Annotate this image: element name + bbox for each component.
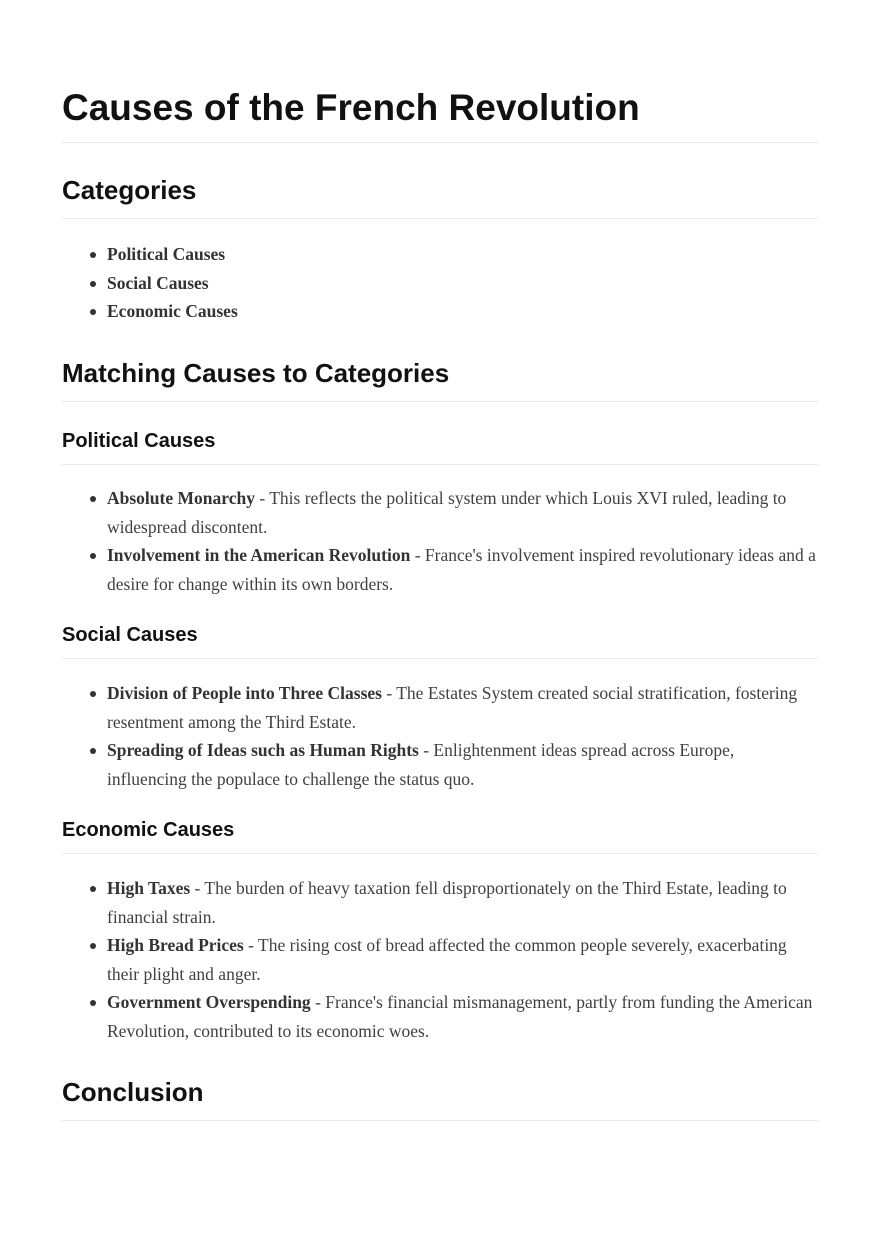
cause-term: High Bread Prices: [107, 935, 244, 956]
category-label: Political Causes: [107, 244, 226, 264]
cause-term: High Taxes: [107, 878, 191, 898]
categories-list: [62, 240, 818, 326]
list-item: [107, 240, 818, 269]
cause-desc: - The burden of heavy taxation fell disproportionately on the Third Estate, leading to financial strain.: [107, 878, 787, 927]
matching-heading: Matching Causes to Categories: [62, 358, 450, 388]
conclusion-heading: Conclusion: [62, 1077, 204, 1107]
list-item: [107, 541, 818, 598]
cause-desc: - This reflects the political system under which Louis XVI ruled, leading to widespread discontent.: [107, 488, 787, 537]
page-title: Causes of the French Revolution: [62, 87, 640, 128]
cause-desc: - France's financial mismanagement, partly from funding the American Revolution, contributed to its economic woes.: [107, 992, 813, 1041]
political-list: [62, 484, 818, 598]
category-label: Social Causes: [107, 272, 209, 293]
cause-desc: - France's involvement inspired revolutionary ideas and a desire for change within its own borders.: [107, 545, 816, 594]
social-list: [62, 679, 818, 793]
list-item: [107, 269, 818, 298]
cause-term: Absolute Monarchy: [107, 488, 255, 508]
divider: [62, 142, 818, 143]
divider: [62, 218, 818, 219]
divider: [62, 853, 818, 854]
list-item: [107, 736, 818, 793]
cause-desc: - The Estates System created social stratification, fostering resentment among the Third Estate.: [107, 683, 798, 732]
list-item: [107, 988, 818, 1045]
list-item: [107, 484, 818, 541]
cause-term: Government Overspending: [107, 992, 311, 1013]
cause-term: Involvement in the American Revolution: [107, 545, 411, 566]
list-item: [107, 874, 818, 931]
list-item: [107, 679, 818, 736]
categories-heading: Categories: [62, 175, 197, 205]
economic-heading: Economic Causes: [62, 819, 235, 841]
cause-term: Spreading of Ideas such as Human Rights: [107, 740, 419, 761]
category-label: Economic Causes: [107, 301, 238, 322]
cause-term: Division of People into Three Classes: [107, 683, 382, 703]
divider: [62, 1120, 818, 1121]
divider: [62, 464, 818, 465]
political-heading: Political Causes: [62, 430, 216, 452]
cause-desc: - Enlightenment ideas spread across Europe, influencing the populace to challenge the status quo.: [107, 740, 735, 789]
economic-list: [62, 874, 818, 1046]
list-item: [107, 297, 818, 326]
social-heading: Social Causes: [62, 624, 198, 646]
list-item: [107, 931, 818, 988]
divider: [62, 658, 818, 659]
divider: [62, 401, 818, 402]
cause-desc: - The rising cost of bread affected the common people severely, exacerbating their plight and anger.: [107, 935, 787, 984]
